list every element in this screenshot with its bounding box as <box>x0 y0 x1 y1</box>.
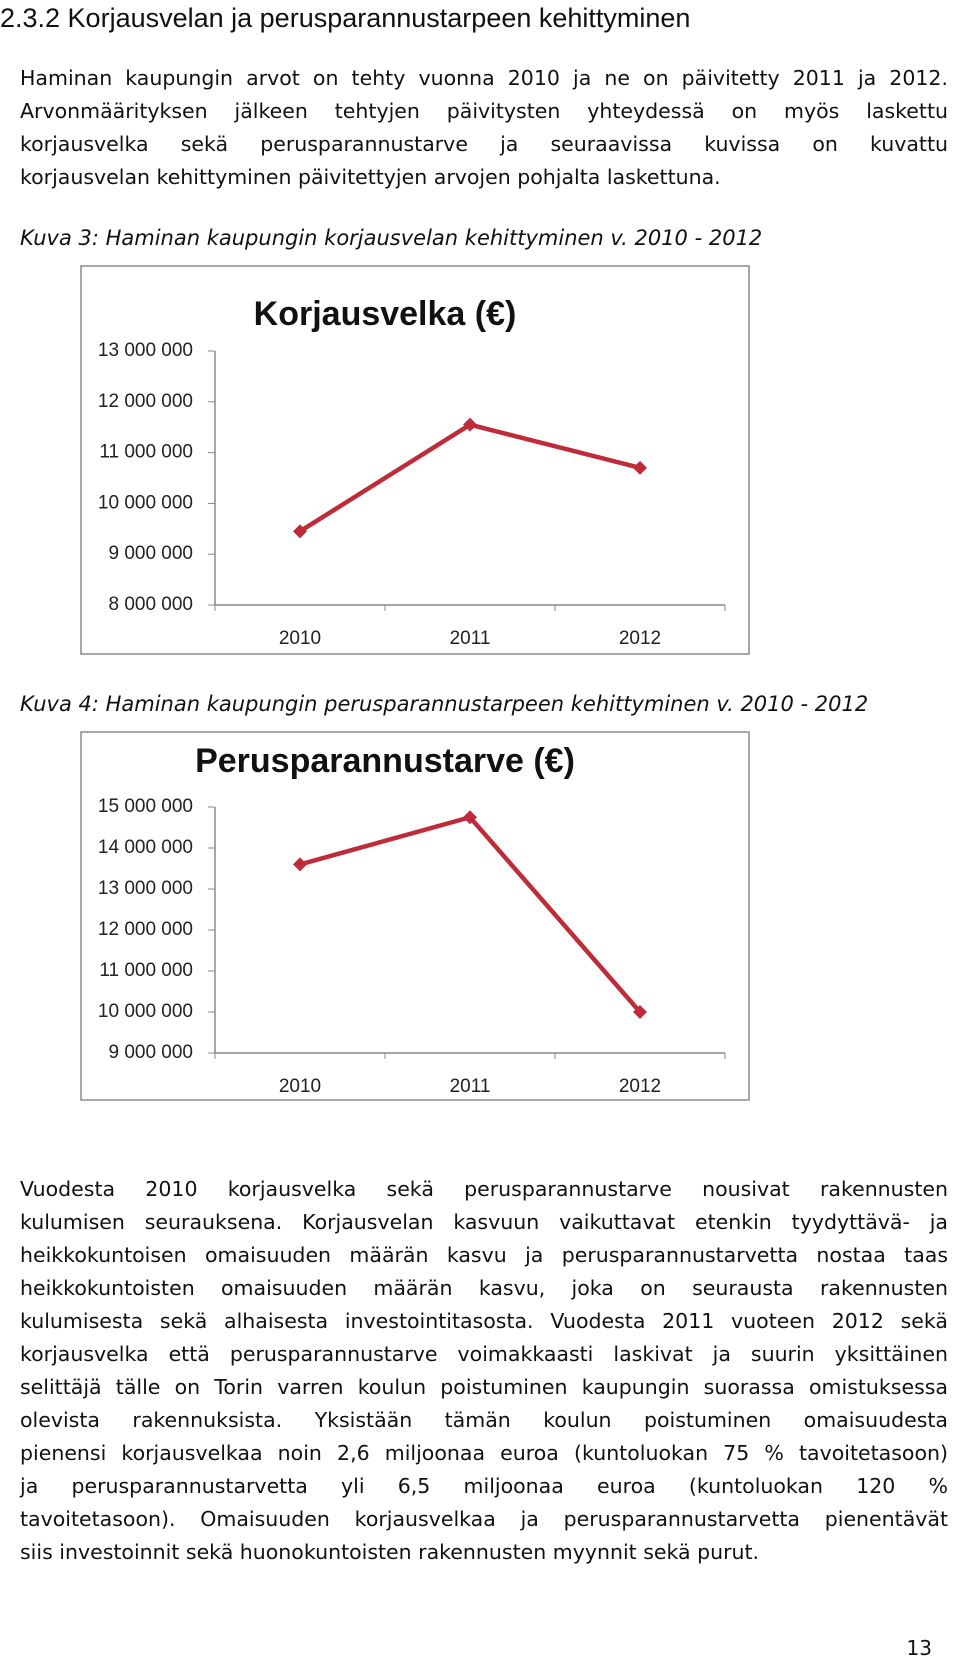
chart-svg <box>80 265 750 655</box>
y-tick-label: 10 000 000 <box>97 1001 193 1023</box>
x-tick-label: 2012 <box>618 1076 662 1098</box>
figure-4-caption: Kuva 4: Haminan kaupungin perusparannustarpeen kehittyminen v. 2010 - 2012 <box>20 692 869 716</box>
y-tick-label: 11 000 000 <box>99 441 193 463</box>
body-line: pienensi korjausvelkaa noin 2,6 miljoonaa euroa (kuntoluokan 75 % tavoitetasoon) <box>20 1441 948 1465</box>
chart-svg <box>80 731 750 1101</box>
x-tick-label: 2011 <box>449 1076 491 1098</box>
y-tick-label: 14 000 000 <box>97 837 193 859</box>
intro-line: korjausvelan kehittyminen päivitettyjen arvojen pohjalta laskettuna. <box>20 165 721 189</box>
body-line: ja perusparannustarvetta yli 6,5 miljoonaa euroa (kuntoluokan 120 % <box>20 1474 948 1498</box>
chart-title: Perusparannustarve (€) <box>195 741 575 780</box>
body-line: Vuodesta 2010 korjausvelka sekä perusparannustarve nousivat rakennusten <box>20 1177 948 1201</box>
x-tick-label: 2011 <box>449 628 491 650</box>
figure-3-caption: Kuva 3: Haminan kaupungin korjausvelan kehittyminen v. 2010 - 2012 <box>20 226 763 250</box>
y-tick-label: 12 000 000 <box>97 390 193 412</box>
y-tick-label: 13 000 000 <box>97 878 193 900</box>
y-tick-label: 9 000 000 <box>108 543 193 565</box>
perusparannustarve-chart <box>80 731 750 1101</box>
intro-line: Haminan kaupungin arvot on tehty vuonna 2010 ja ne on päivitetty 2011 ja 2012. <box>20 66 948 90</box>
y-tick-label: 9 000 000 <box>108 1042 193 1064</box>
body-line: siis investoinnit sekä huonokuntoisten rakennusten myynnit sekä purut. <box>20 1540 760 1564</box>
body-line: olevista rakennuksista. Yksistään tämän koulun poistuminen omaisuudesta <box>20 1408 948 1432</box>
body-line: korjausvelka että perusparannustarve voimakkaasti laskivat ja suurin yksittäinen <box>20 1342 948 1366</box>
korjausvelka-chart <box>80 265 750 655</box>
y-tick-label: 13 000 000 <box>97 340 193 362</box>
intro-line: Arvonmäärityksen jälkeen tehtyjen päivitysten yhteydessä on myös laskettu <box>20 99 948 123</box>
body-line: kulumisen seurauksena. Korjausvelan kasvuun vaikuttavat etenkin tyydyttävä- ja <box>20 1210 948 1234</box>
x-tick-label: 2010 <box>278 1076 322 1098</box>
body-line: tavoitetasoon). Omaisuuden korjausvelkaa ja perusparannustarvetta pienentävät <box>20 1507 948 1531</box>
y-tick-label: 10 000 000 <box>97 492 193 514</box>
body-line: heikkokuntoisten omaisuuden määrän kasvu, joka on seurausta rakennusten <box>20 1276 948 1300</box>
body-line: selittäjä tälle on Torin varren koulun poistuminen kaupungin suorassa omistuksessa <box>20 1375 948 1399</box>
intro-line: korjausvelka sekä perusparannustarve ja seuraavissa kuvissa on kuvattu <box>20 132 948 156</box>
y-tick-label: 11 000 000 <box>99 960 193 982</box>
page-number: 13 <box>906 1636 932 1660</box>
y-tick-label: 15 000 000 <box>97 796 193 818</box>
x-tick-label: 2012 <box>618 628 662 650</box>
body-line: heikkokuntoisen omaisuuden määrän kasvu ja perusparannustarvetta nostaa taas <box>20 1243 948 1267</box>
section-heading: 2.3.2 Korjausvelan ja perusparannustarpeen kehittyminen <box>0 3 691 33</box>
chart-title: Korjausvelka (€) <box>253 294 517 333</box>
y-tick-label: 12 000 000 <box>97 919 193 941</box>
body-line: kulumisesta sekä alhaisesta investointitasosta. Vuodesta 2011 vuoteen 2012 sekä <box>20 1309 948 1333</box>
y-tick-label: 8 000 000 <box>108 594 193 616</box>
x-tick-label: 2010 <box>278 628 322 650</box>
